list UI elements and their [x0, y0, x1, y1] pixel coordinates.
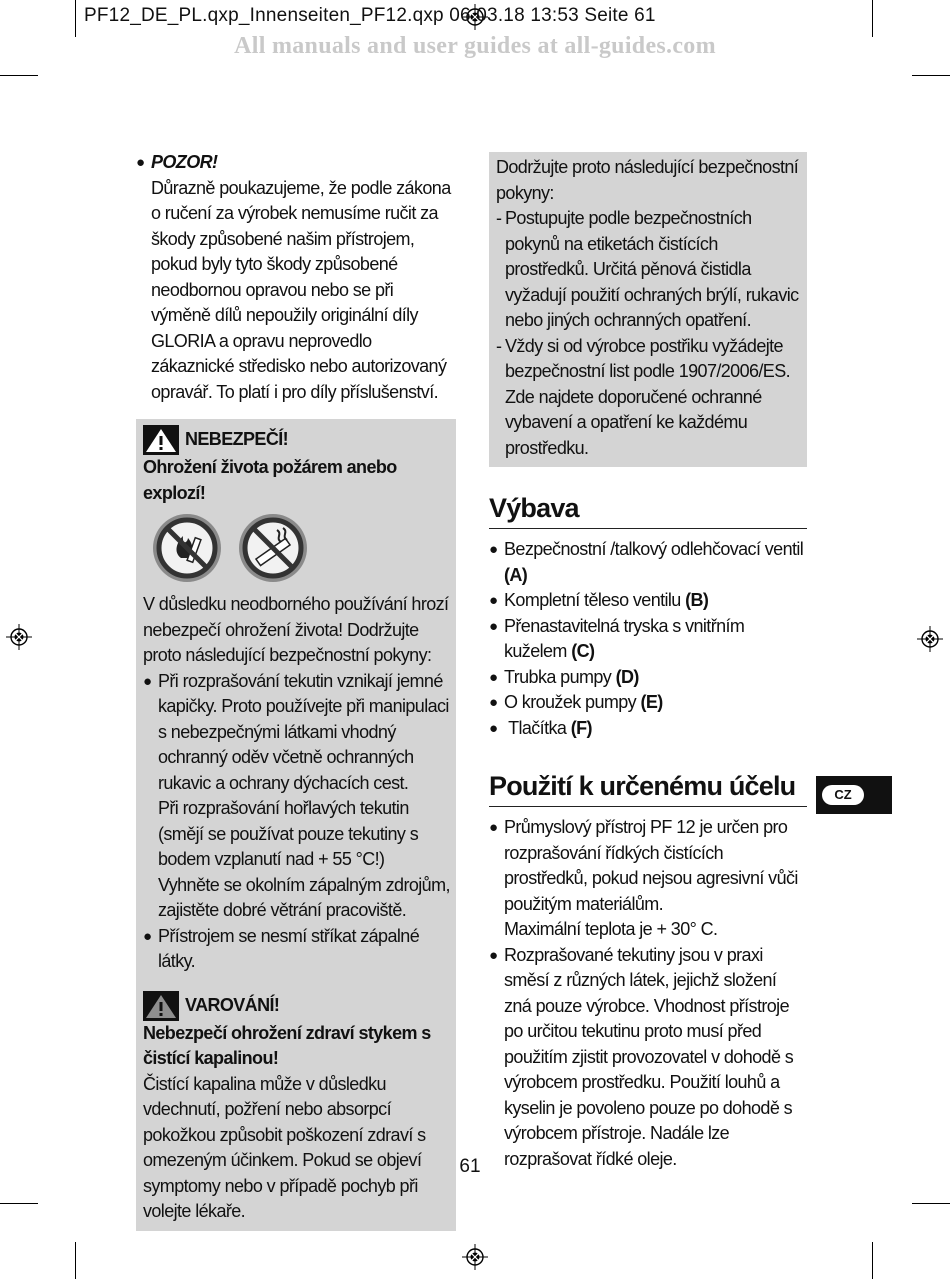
safety-item-text: Vždy si od výrobce postřiku vyžádejte bezpečnostní list podle 1907/2006/ES. Zde najdete doporučené ochranné vybavení a opatření ke každému prostředku.	[505, 335, 791, 458]
bullet-icon: ●	[489, 617, 498, 635]
right-column	[489, 152, 807, 1172]
crop-mark	[872, 0, 873, 37]
list-item	[489, 614, 807, 665]
warning-heading-row	[143, 991, 450, 1021]
watermark-text: All manuals and user guides at all-guides.com	[234, 33, 716, 59]
crop-mark	[75, 1242, 76, 1279]
equipment-title: Výbava	[489, 493, 807, 529]
notice-body: Důrazně poukazujeme, že podle zákona o ručení za výrobek nemusíme ručit za škody způsobené našim přístrojem, pokud byly tyto škody způsobené neodbornou opravou nebo se při výměně dílů nepoužily originální díly GLORIA a opravu neprovedlo zákaznické středisko nebo autorizovaný opravář. To platí i pro díly příslušenství.	[151, 177, 451, 402]
list-item	[489, 943, 807, 1173]
crop-mark	[872, 1242, 873, 1279]
danger-bullet-1-line: Při rozprašování tekutin vznikají jemné kapičky. Proto používejte při manipulaci s nebezpečnými látkami vhodný ochranný oděv včetně ochranných rukavic a ochrany dýchacích cest.	[158, 670, 449, 793]
notice-title: POZOR!	[151, 152, 218, 172]
danger-subheading: Ohrožení života požárem anebo explozí!	[143, 457, 397, 503]
registration-mark-icon	[462, 1244, 488, 1270]
danger-bullet-2-text: Přístrojem se nesmí stříkat zápalné látky.	[158, 925, 420, 971]
safety-item-1	[496, 206, 801, 334]
crop-mark	[0, 1203, 38, 1204]
safety-instructions-box	[489, 152, 807, 467]
bullet-icon: ●	[489, 946, 498, 964]
crop-mark	[75, 0, 76, 37]
warning-subheading: Nebezpečí ohrožení zdraví stykem s čistící kapalinou!	[143, 1022, 431, 1068]
list-item	[489, 716, 807, 742]
list-item	[489, 690, 807, 716]
bullet-icon: ●	[143, 672, 152, 690]
dash-marker: -	[496, 335, 502, 356]
intended-use-title: Použití k určenému účelu	[489, 771, 807, 807]
crop-mark	[912, 75, 950, 76]
intended-use-text: Průmyslový přístroj PF 12 je určen pro rozprašování řídkých čistících prostředků, pokud nejsou agresivní vůči použitým materiálům.	[504, 817, 798, 914]
danger-heading: NEBEZPEČÍ!	[185, 429, 289, 450]
equipment-item-text: Bezpečnostní /talkový odlehčovací ventil	[504, 539, 804, 559]
no-open-flame-icon	[151, 512, 223, 584]
equipment-item-text: Tlačítka	[504, 717, 571, 738]
danger-intro: V důsledku neodborného používání hrozí nebezpečí ohrožení života! Dodržujte proto následující bezpečnostní pokyny:	[143, 594, 449, 665]
warning-body: Čistící kapalina může v důsledku vdechnutí, požření nebo absorpcí pokožkou způsobit poškození zdraví s omezeným účinkem. Pokud se objeví symptomy nebo v případě pochyb při volejte lékaře.	[143, 1073, 426, 1221]
equipment-item-code: (C)	[571, 641, 595, 661]
bullet-icon: ●	[489, 592, 498, 609]
list-item	[489, 588, 807, 614]
danger-bullet-1-line: Vyhněte se okolním zápalným zdrojům, zajistěte dobré větrání pracoviště.	[158, 874, 450, 920]
bullet-icon: ●	[136, 154, 145, 171]
bullet-icon: ●	[489, 668, 498, 686]
equipment-item-text: O kroužek pumpy	[504, 692, 641, 712]
bullet-icon: ●	[489, 819, 498, 836]
danger-bullet-1	[143, 669, 450, 924]
bullet-icon: ●	[489, 541, 498, 558]
notice-block	[136, 150, 456, 405]
equipment-item-text: Přenastavitelná tryska s vnitřním kuželem	[504, 615, 745, 661]
crop-mark	[0, 75, 38, 76]
dash-marker: -	[496, 208, 502, 228]
page-number: 61	[459, 1156, 481, 1177]
safety-intro: Dodržujte proto následující bezpečnostní pokyny:	[496, 157, 799, 203]
equipment-item-code: (A)	[504, 564, 528, 585]
registration-mark-icon	[917, 626, 943, 652]
crop-mark	[912, 1203, 950, 1204]
list-item	[489, 815, 807, 943]
no-smoking-icon	[237, 512, 309, 584]
equipment-item-code: (F)	[570, 717, 592, 738]
danger-bullet-1-line: Při rozprašování hořlavých tekutin (smějí se používat pouze tekutiny s bodem vzplanutí nad + 55 °C!)	[158, 798, 419, 869]
warning-heading: VAROVÁNÍ!	[185, 994, 280, 1015]
max-temperature-text: Maximální teplota je + 30° C.	[504, 919, 718, 939]
warning-triangle-icon	[143, 991, 179, 1021]
list-item	[489, 665, 807, 691]
intended-use-list	[489, 815, 807, 1172]
intended-use-text: Rozprašované tekutiny jsou v praxi směsí z různých látek, jejichž složení zná pouze výrobce. Vhodnost přístroje po určitou tekutinu proto musí před použitím zjistit provozovatel v dohodě s výrobcem prostředku. Použití louhů a kyselin je povoleno pouze po dohodě s výrobcem přístroje. Nadále lze rozprašovat řídké oleje.	[504, 944, 794, 1169]
left-column	[136, 150, 456, 1231]
bullet-icon: ●	[143, 927, 152, 945]
pictogram-row	[151, 512, 450, 584]
warning-triangle-icon	[143, 425, 179, 455]
equipment-item-text: Kompletní těleso ventilu	[504, 590, 686, 610]
equipment-list	[489, 537, 807, 741]
danger-bullet-2	[143, 924, 450, 975]
bullet-icon: ●	[489, 719, 498, 737]
registration-mark-icon	[6, 624, 32, 650]
language-badge: CZ	[822, 785, 864, 805]
print-slug-header: PF12_DE_PL.qxp_Innenseiten_PF12.qxp 06.03.18 13:53 Seite 61	[84, 5, 656, 26]
equipment-item-code: (D)	[615, 666, 639, 687]
safety-item-2	[496, 334, 801, 462]
equipment-item-code: (B)	[685, 590, 709, 610]
list-item	[489, 537, 807, 588]
equipment-item-text: Trubka pumpy	[504, 666, 616, 687]
equipment-item-code: (E)	[640, 692, 663, 712]
danger-heading-row	[143, 425, 450, 455]
safety-item-text: Postupujte podle bezpečnostních pokynů na etiketách čistících prostředků. Určitá pěnová čistidla vyžadují použití ochraných brýlí, rukavic nebo jiných ochranných opatření.	[505, 208, 799, 330]
danger-box	[136, 419, 456, 1231]
bullet-icon: ●	[489, 694, 498, 711]
